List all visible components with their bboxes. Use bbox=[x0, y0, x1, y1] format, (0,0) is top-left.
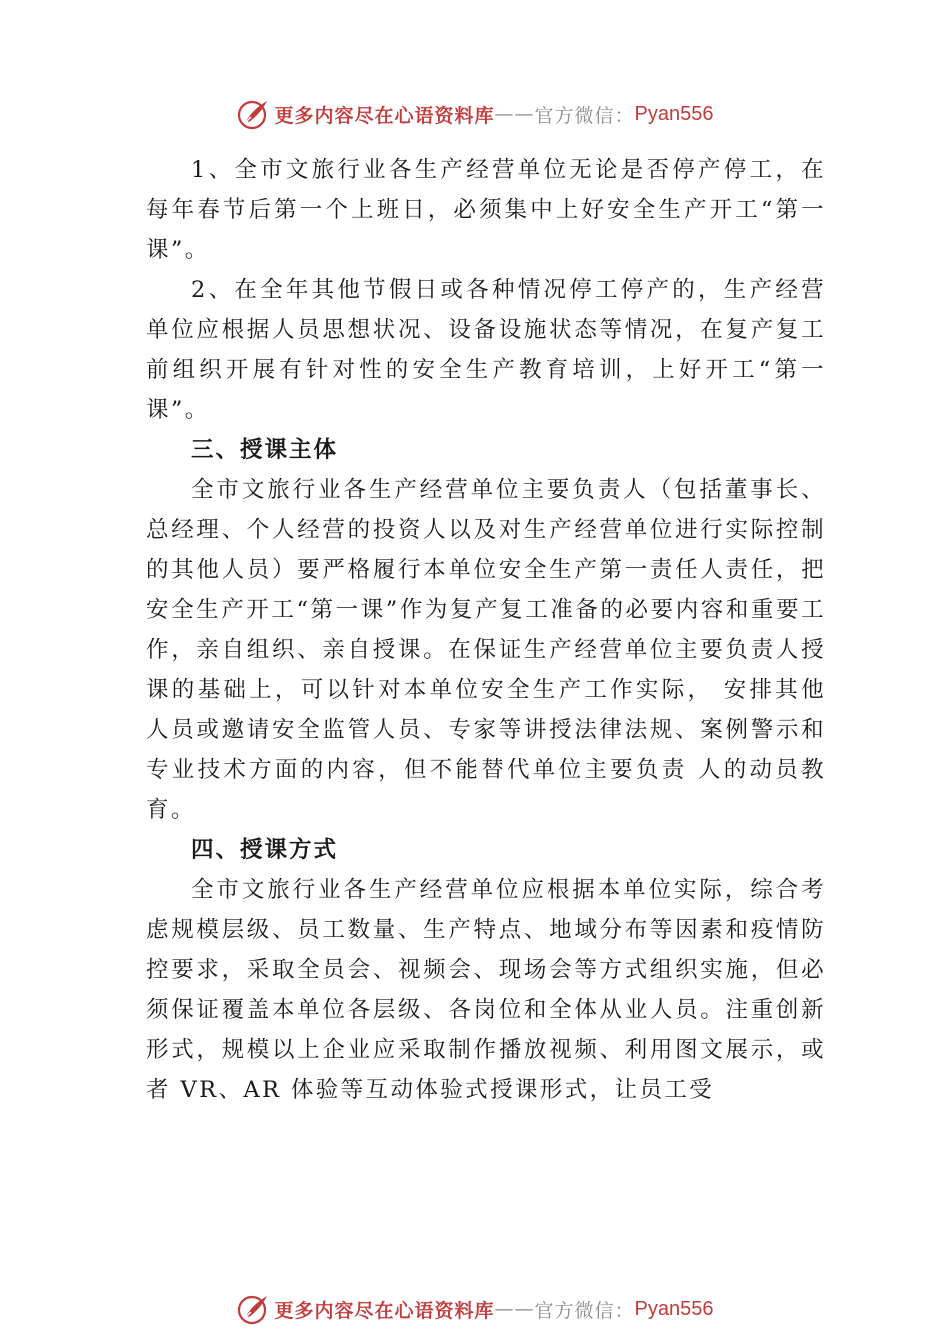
banner-sub-text: 官方微信： bbox=[534, 1299, 635, 1322]
banner-main-text: 更多内容尽在心语资料库 bbox=[274, 104, 495, 127]
header-banner bbox=[0, 96, 950, 132]
banner-wechat-id: Pyan556 bbox=[634, 102, 714, 125]
banner-dash: —— bbox=[494, 1298, 535, 1320]
banner-main-text: 更多内容尽在心语资料库 bbox=[274, 1299, 495, 1322]
quill-logo-icon bbox=[237, 1292, 271, 1326]
paragraph-4: 全市文旅行业各生产经营单位应根据本单位实际，综合考虑规模层级、员工数量、生产特点、地域分布等因素和疫情防控要求，采取全员会、视频会、现场会等方式组织实施，但必须保证覆盖本单位各层级、各岗位和全体从业人员。注重创新形式，规模以上企业应采取制作播放视频、利用图文展示，或者 VR、AR 体验等互动体验式授课形式，让员工受 bbox=[146, 877, 826, 1103]
section-heading-3: 三、授课主体 bbox=[191, 437, 339, 463]
footer-banner bbox=[0, 1291, 950, 1327]
quill-logo-icon bbox=[237, 97, 271, 131]
banner-dash: —— bbox=[494, 103, 535, 125]
paragraph-3: 全市文旅行业各生产经营单位主要负责人（包括董事长、总经理、个人经营的投资人以及对生产经营单位进行实际控制的其他人员）要严格履行本单位安全生产第一责任人责任，把安全生产开工“第一课”作为复产复工准备的必要内容和重要工作，亲自组织、亲自授课。在保证生产经营单位主要负责人授课的基础上，可以针对本单位安全生产工作实际， 安排其他人员或邀请安全监管人员、专家等讲授法律法规、案例警示和专业技术方面的内容，但不能替代单位主要负责 人的动员教育。 bbox=[146, 477, 826, 823]
paragraph-2: 2、在全年其他节假日或各种情况停工停产的，生产经营单位应根据人员思想状况、设备设施状态等情况，在复产复工前组织开展有针对性的安全生产教育培训，上好开工“第一课”。 bbox=[146, 277, 826, 423]
document-body bbox=[146, 150, 826, 1110]
section-heading-4: 四、授课方式 bbox=[191, 837, 339, 863]
banner-sub-text: 官方微信： bbox=[534, 104, 635, 127]
banner-wechat-id: Pyan556 bbox=[634, 1297, 714, 1320]
paragraph-1: 1、全市文旅行业各生产经营单位无论是否停产停工，在每年春节后第一个上班日，必须集中上好安全生产开工“第一课”。 bbox=[146, 157, 826, 263]
